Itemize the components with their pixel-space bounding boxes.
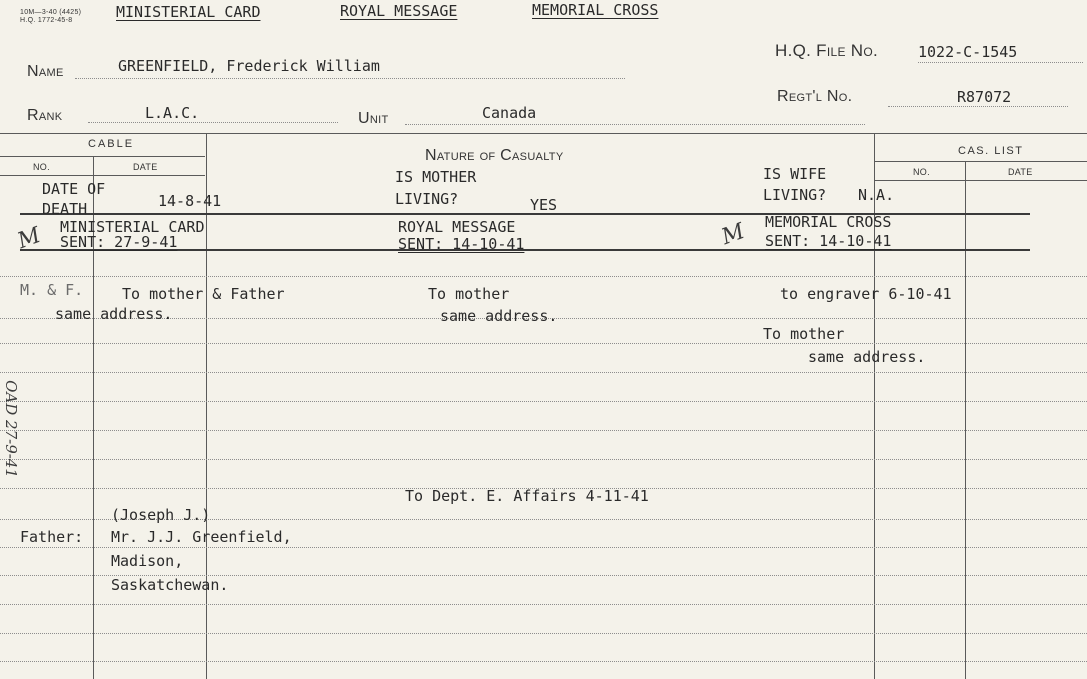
heading-royal-message: ROYAL MESSAGE [340, 2, 458, 20]
regtl-rule [888, 106, 1068, 107]
handwritten-initial-2: M [718, 218, 749, 251]
death-date: 14-8-41 [158, 192, 222, 210]
unit-label: Unit [358, 110, 389, 127]
royal-message-label: ROYAL MESSAGE [398, 218, 516, 236]
form-code [20, 9, 81, 25]
cable-subhead-rule [0, 156, 205, 157]
cable-date-header: DATE [133, 162, 158, 172]
to-mother-1: To mother [428, 285, 510, 303]
rank-label: Rank [27, 107, 63, 124]
row-line-6 [0, 430, 1087, 431]
cas-no-header: NO. [913, 167, 930, 177]
name-value: GREENFIELD, Frederick William [118, 57, 380, 75]
father-alias: (Joseph J.) [111, 506, 211, 524]
row-line-4 [0, 372, 1087, 373]
row-line-13 [0, 633, 1087, 634]
row-line-10 [0, 547, 1087, 548]
cable-header: CABLE [88, 138, 135, 150]
rank-rule [88, 122, 338, 123]
cas-subhead-rule [875, 161, 1087, 162]
ministerial-sent: SENT: 27-9-41 [60, 233, 178, 251]
heading-ministerial-card: MINISTERIAL CARD [116, 3, 261, 21]
royal-sent: SENT: 14-10-41 [398, 235, 525, 253]
row-line-12 [0, 604, 1087, 605]
wife-living-value: N.A. [858, 186, 895, 204]
father-label: Father: [20, 528, 84, 546]
name-rule [75, 78, 625, 79]
to-dept-external-affairs: To Dept. E. Affairs 4-11-41 [405, 487, 649, 505]
table-top-rule [0, 133, 1087, 134]
father-name: Mr. J.J. Greenfield, [111, 528, 292, 546]
hq-file-value: 1022-C-1545 [918, 43, 1018, 61]
name-label: Name [27, 63, 64, 80]
death-label: DEATH [42, 200, 88, 218]
same-address-3: same address. [808, 348, 926, 366]
memorial-cross-label: MEMORIAL CROSS [765, 213, 892, 231]
row-line-5 [0, 401, 1087, 402]
father-city: Madison, [111, 552, 184, 570]
regtl-value: R87072 [957, 88, 1012, 106]
nature-header: Nature of Casualty [425, 147, 564, 164]
regtl-label: Regt'l No. [777, 88, 853, 105]
row-line-14 [0, 661, 1087, 662]
header-bottom-rule-right [875, 180, 1087, 181]
heading-memorial-cross: MEMORIAL CROSS [532, 1, 659, 19]
to-mother-father: To mother & Father [122, 285, 285, 303]
hq-file-rule [918, 62, 1083, 63]
is-wife-label: IS WIFE [763, 165, 827, 183]
hq-file-label: H.Q. File No. [775, 41, 879, 60]
handwritten-vertical-note: OAD 27-9-41 [1, 380, 20, 478]
cas-date-header: DATE [1008, 167, 1033, 177]
mother-living-label: LIVING? [395, 190, 459, 208]
date-of-label: DATE OF [42, 180, 106, 198]
unit-rule [405, 124, 865, 125]
same-address-1: same address. [55, 305, 173, 323]
row-line-3 [0, 343, 1087, 344]
father-province: Saskatchewan. [111, 576, 229, 594]
cas-list-header: CAS. LIST [958, 145, 1024, 157]
wife-living-label: LIVING? [763, 186, 827, 204]
form-code-line-1: 10M—3-40 (4425) [20, 9, 82, 16]
mother-living-value: YES [530, 196, 558, 214]
cable-no-header: NO. [33, 162, 50, 172]
mf-label: M. & F. [20, 281, 84, 299]
is-mother-label: IS MOTHER [395, 168, 477, 186]
row-line-1 [0, 276, 1087, 277]
header-bottom-rule-left [0, 175, 205, 176]
rank-value: L.A.C. [145, 104, 200, 122]
unit-value: Canada [482, 104, 537, 122]
same-address-2: same address. [440, 307, 558, 325]
ministerial-card-label: MINISTERIAL CARD [60, 218, 205, 236]
handwritten-initial-1: M [14, 222, 45, 255]
form-code-line-2: H.Q. 1772-45-8 [20, 17, 73, 24]
to-mother-2: To mother [763, 325, 845, 343]
memorial-sent: SENT: 14-10-41 [765, 232, 892, 250]
row-line-7 [0, 459, 1087, 460]
col-divider-cas-date [965, 161, 966, 679]
to-engraver: to engraver 6-10-41 [780, 285, 952, 303]
